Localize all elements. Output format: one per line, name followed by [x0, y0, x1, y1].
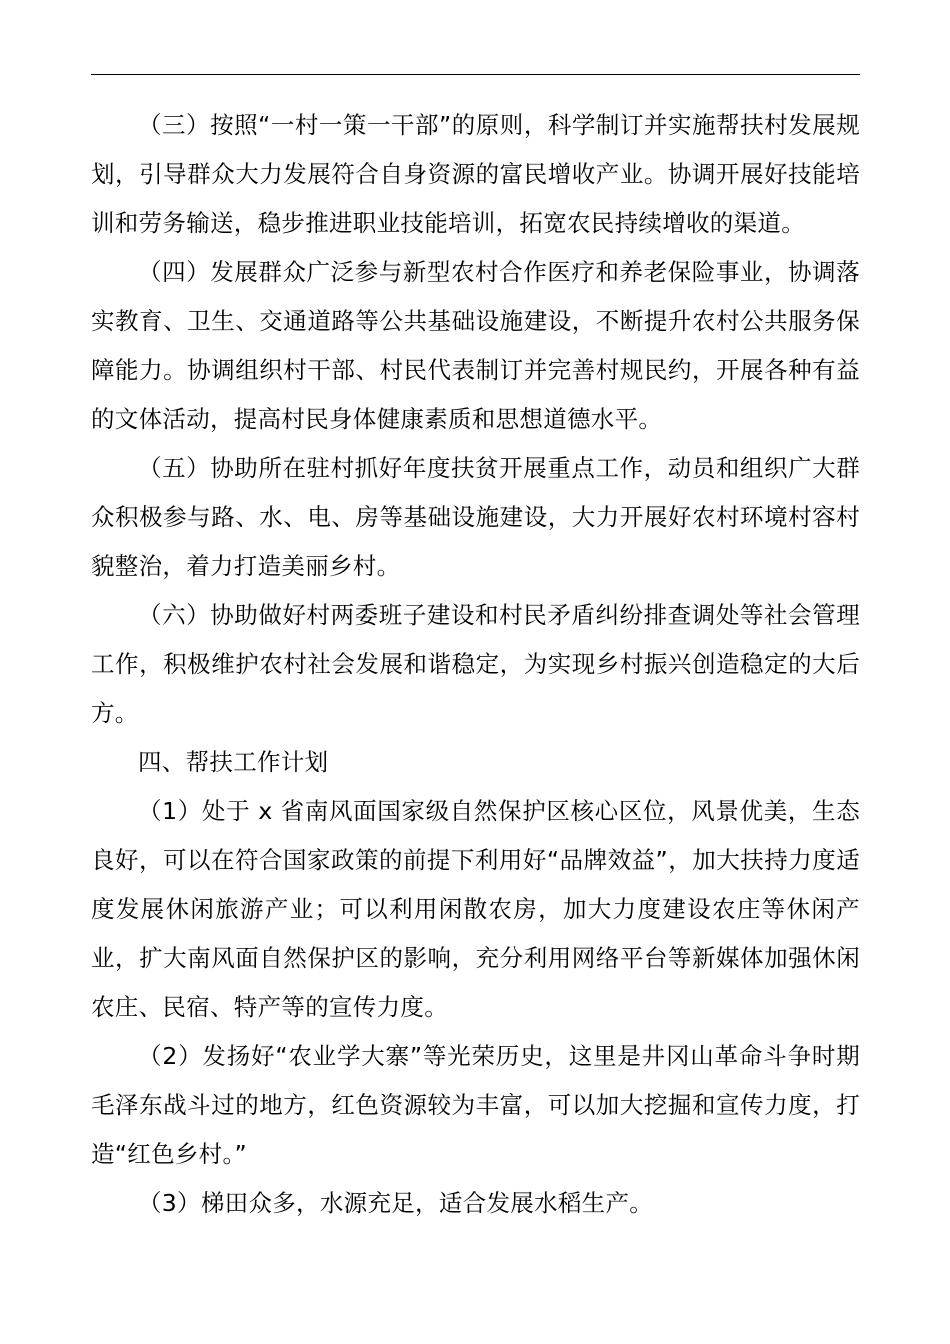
plan-item-3: （3）梯田众多，水源充足，适合发展水稻生产。 [138, 1189, 654, 1217]
document-body [91, 101, 860, 1228]
paragraph-six: （六）协助做好村两委班子建设和村民矛盾纠纷排查调处等社会管理工作，积极维护农村社会发展和谐稳定，为实现乡村振兴创造稳定的大后方。 [91, 601, 860, 727]
plan-item-1: （1）处于 x 省南风面国家级自然保护区核心区位，风景优美，生态良好，可以在符合国家政策的前提下利用好“品牌效益”，加大扶持力度适度发展休闲旅游产业；可以利用闲散农房，加大力度建设农庄等休闲产业，扩大南风面自然保护区的影响，充分利用网络平台等新媒体加强休闲农庄、民宿、特产等的宣传力度。 [91, 797, 860, 1021]
header-rule [91, 74, 860, 75]
paragraph-three: （三）按照“一村一策一干部”的原则，科学制订并实施帮扶村发展规划，引导群众大力发展符合自身资源的富民增收产业。协调开展好技能培训和劳务输送，稳步推进职业技能培训，拓宽农民持续增收的渠道。 [91, 111, 860, 237]
plan-item-2: （2）发扬好“农业学大寨”等光荣历史，这里是井冈山革命斗争时期毛泽东战斗过的地方，红色资源较为丰富，可以加大挖掘和宣传力度，打造“红色乡村。” [91, 1042, 860, 1168]
paragraph-five: （五）协助所在驻村抓好年度扶贫开展重点工作，动员和组织广大群众积极参与路、水、电、房等基础设施建设，大力开展好农村环境村容村貌整治，着力打造美丽乡村。 [91, 454, 860, 580]
paragraph-four: （四）发展群众广泛参与新型农村合作医疗和养老保险事业，协调落实教育、卫生、交通道路等公共基础设施建设，不断提升农村公共服务保障能力。协调组织村干部、村民代表制订并完善村规民约，开展各种有益的文体活动，提高村民身体健康素质和思想道德水平。 [91, 258, 860, 433]
section-heading: 四、帮扶工作计划 [138, 748, 329, 776]
